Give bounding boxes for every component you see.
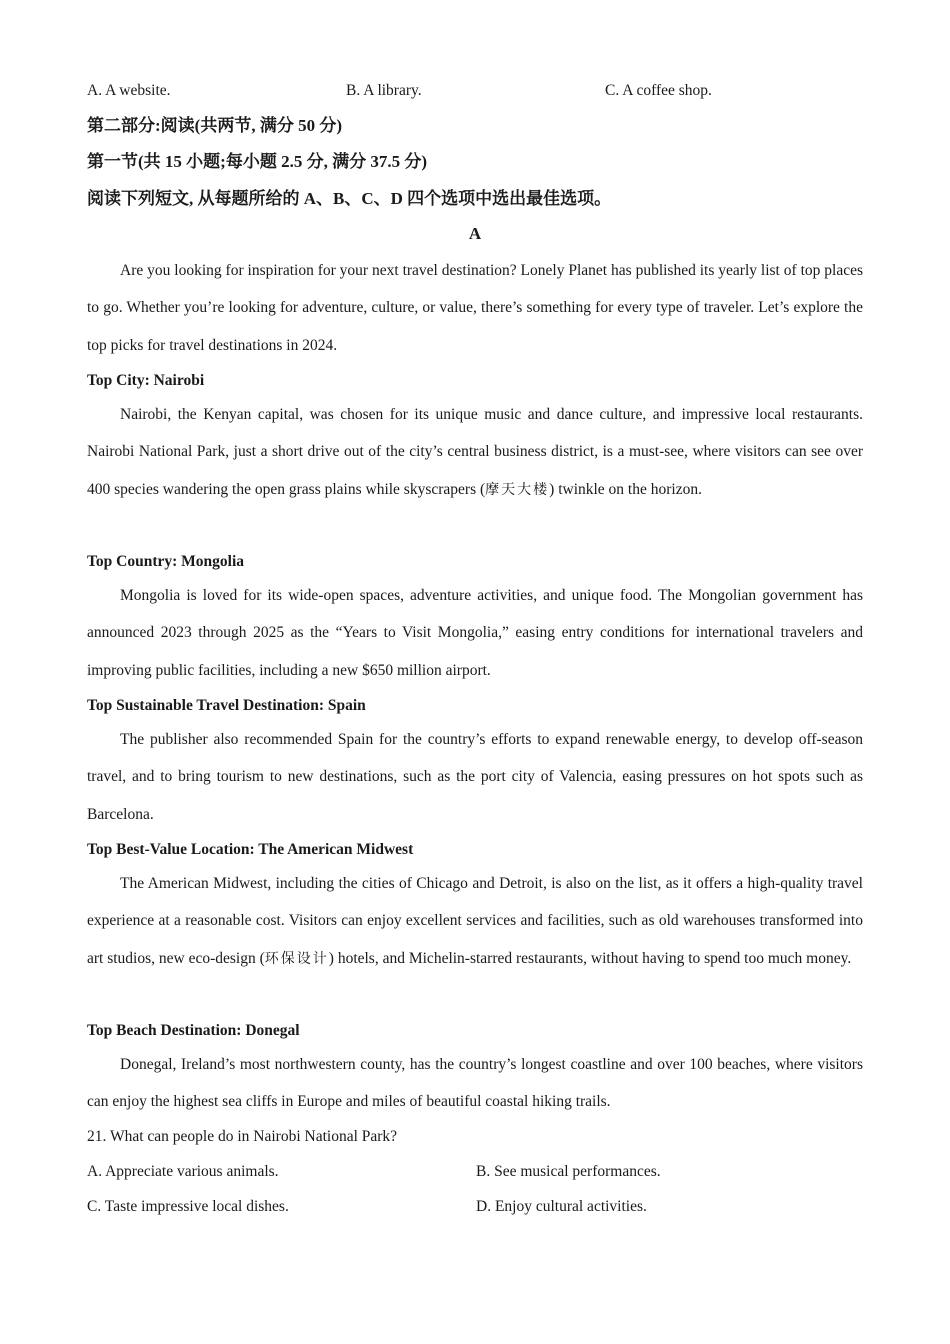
question-21-option-d: D. Enjoy cultural activities. bbox=[476, 1198, 647, 1215]
passage-letter: A bbox=[468, 224, 482, 243]
prev-option-a: A. A website. bbox=[87, 82, 171, 99]
passage-intro: Are you looking for inspiration for your next travel destination? Lonely Planet has published its yearly list of top places to go. Whether you’re looking for adventure, culture, or value, there’s something for every type of traveler. Let’s explore the top picks for travel destinations in 2024. bbox=[87, 262, 863, 354]
midwest-text-1: The American Midwest, including the cities of Chicago and Detroit, is also on the list, as it offers a high-quality travel experience at a reasonable cost. Visitors can enjoy excellent services and facilities, such as old warehouses transformed into art studios, new eco-design ( bbox=[87, 875, 863, 967]
heading-top-country: Top Country: Mongolia bbox=[87, 553, 245, 570]
midwest-text-2: ) hotels, and Michelin-starred restaurants, without having to spend too much money. bbox=[328, 949, 852, 967]
nairobi-chinese-note: 摩天大楼 bbox=[485, 481, 550, 498]
paragraph-mongolia: Mongolia is loved for its wide-open spaces, adventure activities, and unique food. The Mongolian government has announced 2023 through 2025 as the “Years to Visit Mongolia,” easing entry conditions for international travelers and improving public facilities, including a new $650 million airport. bbox=[87, 587, 863, 679]
part-title: 第二部分:阅读(共两节, 满分 50 分) bbox=[87, 116, 342, 135]
paragraph-donegal: Donegal, Ireland’s most northwestern county, has the country’s longest coastline and over 100 beaches, where visitors can enjoy the highest sea cliffs in Europe and miles of beautiful coastal hiking trails. bbox=[87, 1056, 863, 1111]
heading-sustainable: Top Sustainable Travel Destination: Spain bbox=[87, 697, 366, 714]
midwest-chinese-note: 环保设计 bbox=[264, 950, 329, 967]
question-21-stem: 21. What can people do in Nairobi National Park? bbox=[87, 1128, 398, 1145]
question-21-option-a: A. Appreciate various animals. bbox=[87, 1163, 279, 1180]
prev-option-c: C. A coffee shop. bbox=[605, 82, 712, 99]
question-21-option-b: B. See musical performances. bbox=[476, 1163, 661, 1180]
question-21-option-c: C. Taste impressive local dishes. bbox=[87, 1198, 289, 1215]
heading-beach: Top Beach Destination: Donegal bbox=[87, 1022, 300, 1039]
paragraph-midwest bbox=[87, 865, 863, 978]
heading-best-value: Top Best-Value Location: The American Midwest bbox=[87, 841, 414, 858]
prev-option-b: B. A library. bbox=[346, 82, 422, 99]
heading-top-city: Top City: Nairobi bbox=[87, 372, 205, 389]
instruction: 阅读下列短文, 从每题所给的 A、B、C、D 四个选项中选出最佳选项。 bbox=[87, 189, 612, 208]
section-title: 第一节(共 15 小题;每小题 2.5 分, 满分 37.5 分) bbox=[87, 152, 427, 171]
paragraph-spain: The publisher also recommended Spain for the country’s efforts to expand renewable energy, to develop off-season travel, and to bring tourism to new destinations, such as the port city of Valencia, easing pressures on hot spots such as Barcelona. bbox=[87, 731, 863, 823]
nairobi-text-2: ) twinkle on the horizon. bbox=[549, 480, 702, 498]
nairobi-text-1: Nairobi, the Kenyan capital, was chosen for its unique music and dance culture, and impressive local restaurants. Nairobi National Park, just a short drive out of the city’s central business district, is a must-see, where visitors can see over 400 species wandering the open grass plains while skyscrapers ( bbox=[87, 406, 863, 498]
paragraph-nairobi bbox=[87, 396, 863, 509]
